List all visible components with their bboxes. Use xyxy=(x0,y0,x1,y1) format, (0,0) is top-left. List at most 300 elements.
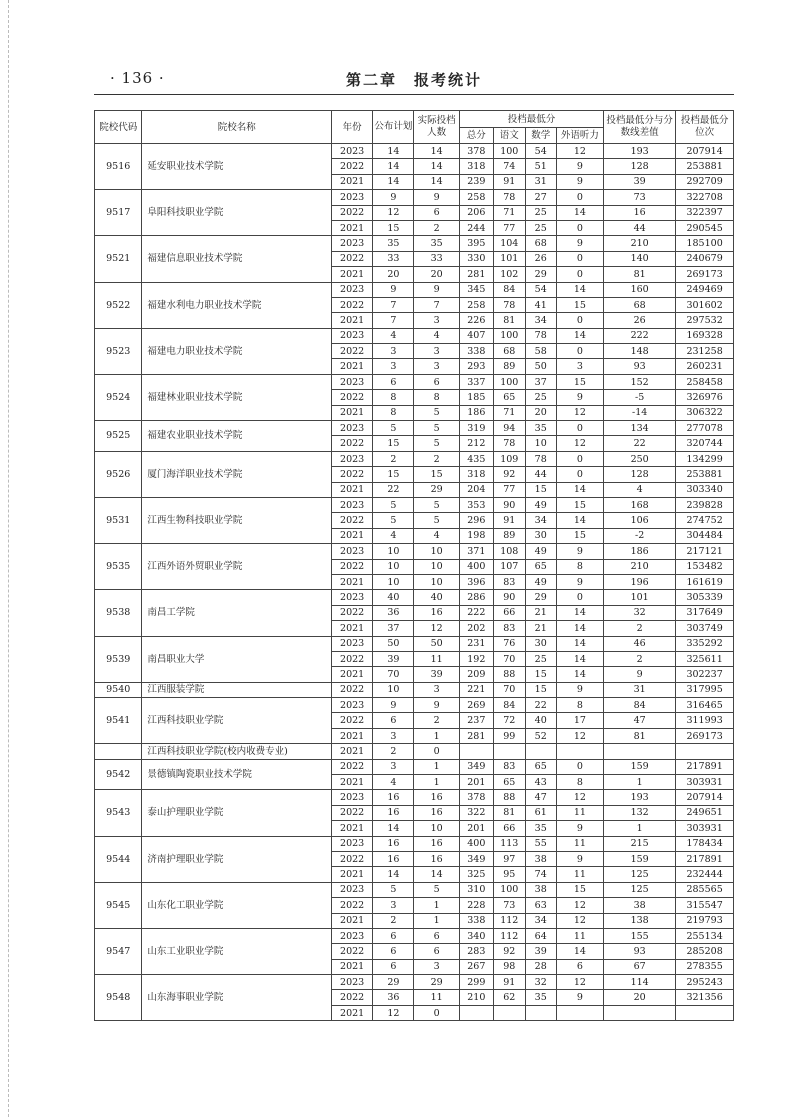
cell-diff: 93 xyxy=(604,944,676,959)
school-code: 9535 xyxy=(95,544,142,590)
cell-chinese: 88 xyxy=(493,667,525,682)
cell-actual: 10 xyxy=(414,559,459,574)
cell-rank: 258458 xyxy=(676,374,734,389)
cell-diff: 132 xyxy=(604,805,676,820)
cell-actual: 9 xyxy=(414,698,459,713)
cell-chinese: 88 xyxy=(493,790,525,805)
cell-math: 25 xyxy=(525,651,556,666)
cell-actual: 35 xyxy=(414,236,459,251)
cell-listening: 12 xyxy=(556,975,603,990)
cell-plan: 2 xyxy=(373,744,414,759)
cell-diff: 47 xyxy=(604,713,676,728)
cell-math: 26 xyxy=(525,251,556,266)
table-row xyxy=(95,190,734,205)
cell-chinese: 84 xyxy=(493,698,525,713)
cell-rank: 322708 xyxy=(676,190,734,205)
cell-year: 2022 xyxy=(332,805,373,820)
cell-rank: 219793 xyxy=(676,913,734,928)
cell-math: 78 xyxy=(525,451,556,466)
cell-actual: 16 xyxy=(414,790,459,805)
cell-actual: 6 xyxy=(414,205,459,220)
cell-plan: 9 xyxy=(373,282,414,297)
cell-year: 2022 xyxy=(332,605,373,620)
cell-total: 338 xyxy=(459,913,493,928)
cell-total: 186 xyxy=(459,405,493,420)
cell-diff: 2 xyxy=(604,621,676,636)
cell-diff: 46 xyxy=(604,636,676,651)
cell-listening: 14 xyxy=(556,944,603,959)
cell-actual: 3 xyxy=(414,313,459,328)
cell-total: 269 xyxy=(459,698,493,713)
cell-actual: 29 xyxy=(414,482,459,497)
cell-listening: 14 xyxy=(556,282,603,297)
cell-plan: 36 xyxy=(373,990,414,1005)
cell-year: 2022 xyxy=(332,559,373,574)
cell-actual: 39 xyxy=(414,667,459,682)
cell-math: 55 xyxy=(525,836,556,851)
cell-year: 2023 xyxy=(332,451,373,466)
cell-plan: 7 xyxy=(373,297,414,312)
table-row xyxy=(95,328,734,343)
cell-actual: 5 xyxy=(414,882,459,897)
cell-total: 340 xyxy=(459,928,493,943)
cell-diff: 160 xyxy=(604,282,676,297)
cell-math: 68 xyxy=(525,236,556,251)
cell-actual: 3 xyxy=(414,959,459,974)
cell-actual: 5 xyxy=(414,405,459,420)
cell-plan: 2 xyxy=(373,451,414,466)
cell-listening: 12 xyxy=(556,913,603,928)
cell-rank: 274752 xyxy=(676,513,734,528)
cell-diff: 26 xyxy=(604,313,676,328)
cell-total: 212 xyxy=(459,436,493,451)
cell-actual: 11 xyxy=(414,651,459,666)
cell-year: 2022 xyxy=(332,344,373,359)
cell-chinese: 72 xyxy=(493,713,525,728)
cell-actual: 10 xyxy=(414,821,459,836)
cell-math: 29 xyxy=(525,590,556,605)
cell-listening: 0 xyxy=(556,190,603,205)
cell-chinese: 81 xyxy=(493,805,525,820)
school-name: 福建水利电力职业技术学院 xyxy=(142,282,332,328)
cell-actual: 10 xyxy=(414,544,459,559)
cell-year: 2021 xyxy=(332,775,373,790)
cell-rank: 302237 xyxy=(676,667,734,682)
cell-chinese: 76 xyxy=(493,636,525,651)
cell-plan: 15 xyxy=(373,436,414,451)
cell-diff: 134 xyxy=(604,421,676,436)
cell-plan: 20 xyxy=(373,267,414,282)
cell-total: 258 xyxy=(459,190,493,205)
cell-chinese: 91 xyxy=(493,513,525,528)
cell-math: 39 xyxy=(525,944,556,959)
school-name: 阜阳科技职业学院 xyxy=(142,190,332,236)
school-name: 济南护理职业学院 xyxy=(142,836,332,882)
cell-chinese: 104 xyxy=(493,236,525,251)
cell-rank: 303340 xyxy=(676,482,734,497)
cell-year: 2023 xyxy=(332,144,373,159)
cell-plan: 5 xyxy=(373,882,414,897)
cell-chinese: 66 xyxy=(493,605,525,620)
cell-year: 2021 xyxy=(332,267,373,282)
cell-diff: 159 xyxy=(604,759,676,774)
cell-actual: 2 xyxy=(414,713,459,728)
cell-plan: 9 xyxy=(373,698,414,713)
school-name: 泰山护理职业学院 xyxy=(142,790,332,836)
cell-plan: 14 xyxy=(373,174,414,189)
cell-total: 330 xyxy=(459,251,493,266)
cell-chinese: 98 xyxy=(493,959,525,974)
school-name: 江西外语外贸职业学院 xyxy=(142,544,332,590)
school-name: 山东化工职业学院 xyxy=(142,882,332,928)
cell-total: 407 xyxy=(459,328,493,343)
cell-rank: 311993 xyxy=(676,713,734,728)
cell-actual: 29 xyxy=(414,975,459,990)
cell-chinese: 68 xyxy=(493,344,525,359)
cell-total: 378 xyxy=(459,144,493,159)
cell-total: 338 xyxy=(459,344,493,359)
cell-rank: 217121 xyxy=(676,544,734,559)
cell-actual: 14 xyxy=(414,174,459,189)
cell-year: 2023 xyxy=(332,190,373,205)
cell-year: 2023 xyxy=(332,544,373,559)
cell-chinese: 112 xyxy=(493,928,525,943)
page-number: · 136 · xyxy=(110,69,165,87)
cell-year: 2023 xyxy=(332,328,373,343)
cell-diff: 193 xyxy=(604,790,676,805)
cell-diff: 250 xyxy=(604,451,676,466)
cell-year: 2023 xyxy=(332,836,373,851)
cell-plan: 3 xyxy=(373,344,414,359)
cell-total: 281 xyxy=(459,267,493,282)
cell-year: 2022 xyxy=(332,390,373,405)
cell-rank: 285565 xyxy=(676,882,734,897)
cell-rank: 161619 xyxy=(676,574,734,589)
cell-math: 15 xyxy=(525,682,556,697)
cell-rank: 269173 xyxy=(676,728,734,743)
cell-listening: 6 xyxy=(556,959,603,974)
table-row xyxy=(95,928,734,943)
cell-plan: 6 xyxy=(373,928,414,943)
cell-rank: 249651 xyxy=(676,805,734,820)
cell-listening: 0 xyxy=(556,220,603,235)
cell-year: 2022 xyxy=(332,944,373,959)
cell-listening: 14 xyxy=(556,651,603,666)
cell-chinese: 89 xyxy=(493,359,525,374)
table-row xyxy=(95,836,734,851)
cell-plan: 3 xyxy=(373,759,414,774)
cell-math: 38 xyxy=(525,882,556,897)
cell-listening: 15 xyxy=(556,882,603,897)
cell-diff: 9 xyxy=(604,667,676,682)
cell-math: 31 xyxy=(525,174,556,189)
cell-year: 2021 xyxy=(332,821,373,836)
cell-listening: 17 xyxy=(556,713,603,728)
cell-listening: 9 xyxy=(556,851,603,866)
cell-chinese: 62 xyxy=(493,990,525,1005)
cell-listening: 9 xyxy=(556,159,603,174)
cell-plan: 36 xyxy=(373,605,414,620)
cell-diff: 128 xyxy=(604,467,676,482)
cell-math: 35 xyxy=(525,421,556,436)
school-name: 景德镇陶瓷职业技术学院 xyxy=(142,759,332,790)
cell-rank: 306322 xyxy=(676,405,734,420)
cell-listening: 11 xyxy=(556,836,603,851)
cell-total: 222 xyxy=(459,605,493,620)
col-year: 年份 xyxy=(332,111,373,144)
cell-total: 206 xyxy=(459,205,493,220)
cell-diff xyxy=(604,744,676,759)
cell-diff: 155 xyxy=(604,928,676,943)
cell-plan: 16 xyxy=(373,836,414,851)
cell-rank: 290545 xyxy=(676,220,734,235)
header-row xyxy=(95,111,734,128)
cell-total: 210 xyxy=(459,990,493,1005)
cell-actual: 9 xyxy=(414,190,459,205)
cell-total: 349 xyxy=(459,759,493,774)
cell-listening: 9 xyxy=(556,682,603,697)
cell-math: 78 xyxy=(525,328,556,343)
cell-total: 221 xyxy=(459,682,493,697)
cell-rank: 317649 xyxy=(676,605,734,620)
cell-math: 28 xyxy=(525,959,556,974)
cell-total: 201 xyxy=(459,775,493,790)
cell-total: 345 xyxy=(459,282,493,297)
cell-actual: 11 xyxy=(414,990,459,1005)
cell-diff xyxy=(604,1005,676,1020)
cell-rank: 325611 xyxy=(676,651,734,666)
cell-listening: 8 xyxy=(556,698,603,713)
table-row xyxy=(95,975,734,990)
cell-total: 322 xyxy=(459,805,493,820)
cell-actual: 3 xyxy=(414,682,459,697)
col-plan: 公布计划 xyxy=(373,111,414,144)
cell-rank: 253881 xyxy=(676,159,734,174)
cell-plan: 4 xyxy=(373,328,414,343)
table-row xyxy=(95,421,734,436)
table-row xyxy=(95,590,734,605)
cell-year: 2022 xyxy=(332,759,373,774)
cell-math xyxy=(525,744,556,759)
cell-math: 65 xyxy=(525,559,556,574)
cell-actual: 1 xyxy=(414,728,459,743)
table-row xyxy=(95,544,734,559)
cell-actual: 1 xyxy=(414,898,459,913)
cell-listening: 9 xyxy=(556,236,603,251)
cell-actual: 5 xyxy=(414,497,459,512)
cell-plan: 14 xyxy=(373,867,414,882)
cell-chinese: 112 xyxy=(493,913,525,928)
cell-plan: 50 xyxy=(373,636,414,651)
cell-plan: 22 xyxy=(373,482,414,497)
cell-rank xyxy=(676,1005,734,1020)
chapter-title: 第二章 报考统计 xyxy=(345,71,482,89)
cell-rank: 303931 xyxy=(676,821,734,836)
cell-math: 25 xyxy=(525,205,556,220)
cell-chinese: 66 xyxy=(493,821,525,836)
cell-math: 20 xyxy=(525,405,556,420)
cell-math: 37 xyxy=(525,374,556,389)
cell-diff: 210 xyxy=(604,236,676,251)
cell-math: 49 xyxy=(525,544,556,559)
school-code: 9543 xyxy=(95,790,142,836)
cell-listening: 14 xyxy=(556,328,603,343)
cell-rank: 317995 xyxy=(676,682,734,697)
cell-chinese: 113 xyxy=(493,836,525,851)
cell-chinese: 78 xyxy=(493,297,525,312)
cell-year: 2022 xyxy=(332,436,373,451)
cell-year: 2022 xyxy=(332,682,373,697)
school-code: 9531 xyxy=(95,497,142,543)
col-rank: 投档最低分位次 xyxy=(676,111,734,144)
cell-rank: 285208 xyxy=(676,944,734,959)
school-code: 9547 xyxy=(95,928,142,974)
cell-diff: 186 xyxy=(604,544,676,559)
cell-actual: 6 xyxy=(414,374,459,389)
cell-actual: 10 xyxy=(414,574,459,589)
cell-year: 2022 xyxy=(332,990,373,1005)
school-code: 9521 xyxy=(95,236,142,282)
cell-math: 40 xyxy=(525,713,556,728)
cell-rank: 297532 xyxy=(676,313,734,328)
cell-listening: 14 xyxy=(556,667,603,682)
cell-plan: 15 xyxy=(373,467,414,482)
cell-total: 319 xyxy=(459,421,493,436)
cell-math: 15 xyxy=(525,667,556,682)
school-code: 9540 xyxy=(95,682,142,697)
cell-diff: -14 xyxy=(604,405,676,420)
cell-math: 22 xyxy=(525,698,556,713)
cell-plan: 6 xyxy=(373,959,414,974)
school-code: 9522 xyxy=(95,282,142,328)
school-code: 9545 xyxy=(95,882,142,928)
table-row xyxy=(95,744,734,759)
cell-total: 325 xyxy=(459,867,493,882)
school-code: 9524 xyxy=(95,374,142,420)
table-row xyxy=(95,451,734,466)
cell-total: 231 xyxy=(459,636,493,651)
cell-diff: 215 xyxy=(604,836,676,851)
cell-year: 2022 xyxy=(332,713,373,728)
cell-year: 2021 xyxy=(332,574,373,589)
cell-total: 396 xyxy=(459,574,493,589)
cell-plan: 33 xyxy=(373,251,414,266)
cell-year: 2022 xyxy=(332,467,373,482)
cell-year: 2021 xyxy=(332,1005,373,1020)
cell-chinese: 94 xyxy=(493,421,525,436)
school-code: 9542 xyxy=(95,759,142,790)
cell-total: 228 xyxy=(459,898,493,913)
cell-total: 286 xyxy=(459,590,493,605)
cell-listening: 0 xyxy=(556,251,603,266)
cell-plan: 5 xyxy=(373,513,414,528)
cell-plan: 10 xyxy=(373,544,414,559)
cell-math: 27 xyxy=(525,190,556,205)
cell-listening: 14 xyxy=(556,621,603,636)
cell-math: 51 xyxy=(525,159,556,174)
cell-rank: 207914 xyxy=(676,144,734,159)
cell-diff: 193 xyxy=(604,144,676,159)
cell-plan: 9 xyxy=(373,190,414,205)
cell-rank xyxy=(676,744,734,759)
table-row xyxy=(95,790,734,805)
cell-rank: 153482 xyxy=(676,559,734,574)
cell-plan: 15 xyxy=(373,220,414,235)
cell-rank: 301602 xyxy=(676,297,734,312)
cell-math: 21 xyxy=(525,605,556,620)
cell-year: 2021 xyxy=(332,405,373,420)
table-row xyxy=(95,282,734,297)
cell-rank: 217891 xyxy=(676,851,734,866)
cell-listening: 9 xyxy=(556,574,603,589)
cell-listening: 14 xyxy=(556,205,603,220)
cell-diff: 125 xyxy=(604,867,676,882)
cell-year: 2021 xyxy=(332,867,373,882)
cell-chinese: 78 xyxy=(493,190,525,205)
school-name: 江西科技职业学院 xyxy=(142,698,332,744)
cell-actual: 6 xyxy=(414,944,459,959)
cell-math: 38 xyxy=(525,851,556,866)
cell-plan: 6 xyxy=(373,713,414,728)
cell-total: 318 xyxy=(459,159,493,174)
cell-diff: 84 xyxy=(604,698,676,713)
cell-diff: 101 xyxy=(604,590,676,605)
cell-year: 2023 xyxy=(332,236,373,251)
cell-year: 2021 xyxy=(332,959,373,974)
cell-actual: 4 xyxy=(414,328,459,343)
cell-math: 30 xyxy=(525,528,556,543)
cell-rank: 326976 xyxy=(676,390,734,405)
cell-diff: 125 xyxy=(604,882,676,897)
cell-listening: 14 xyxy=(556,513,603,528)
cell-total: 283 xyxy=(459,944,493,959)
cell-chinese: 92 xyxy=(493,944,525,959)
cell-total: 337 xyxy=(459,374,493,389)
cell-rank: 322397 xyxy=(676,205,734,220)
cell-diff: 222 xyxy=(604,328,676,343)
cell-plan: 4 xyxy=(373,775,414,790)
cell-diff: 67 xyxy=(604,959,676,974)
cell-chinese: 100 xyxy=(493,328,525,343)
cell-diff: -2 xyxy=(604,528,676,543)
cell-actual: 20 xyxy=(414,267,459,282)
cell-actual: 1 xyxy=(414,759,459,774)
cell-actual: 16 xyxy=(414,851,459,866)
cell-year: 2021 xyxy=(332,359,373,374)
cell-math xyxy=(525,1005,556,1020)
cell-math: 58 xyxy=(525,344,556,359)
cell-listening: 0 xyxy=(556,421,603,436)
cell-rank: 260231 xyxy=(676,359,734,374)
cell-math: 34 xyxy=(525,913,556,928)
cell-year: 2021 xyxy=(332,174,373,189)
cell-rank: 217891 xyxy=(676,759,734,774)
cell-rank: 278355 xyxy=(676,959,734,974)
cell-math: 65 xyxy=(525,759,556,774)
cell-total: 226 xyxy=(459,313,493,328)
school-code: 9517 xyxy=(95,190,142,236)
cell-actual: 15 xyxy=(414,467,459,482)
cell-chinese: 65 xyxy=(493,390,525,405)
cell-chinese: 83 xyxy=(493,574,525,589)
cell-year: 2022 xyxy=(332,159,373,174)
cell-chinese: 100 xyxy=(493,144,525,159)
cell-chinese: 74 xyxy=(493,159,525,174)
cell-total: 400 xyxy=(459,559,493,574)
table-row xyxy=(95,682,734,697)
cell-listening: 15 xyxy=(556,374,603,389)
cell-chinese: 99 xyxy=(493,728,525,743)
